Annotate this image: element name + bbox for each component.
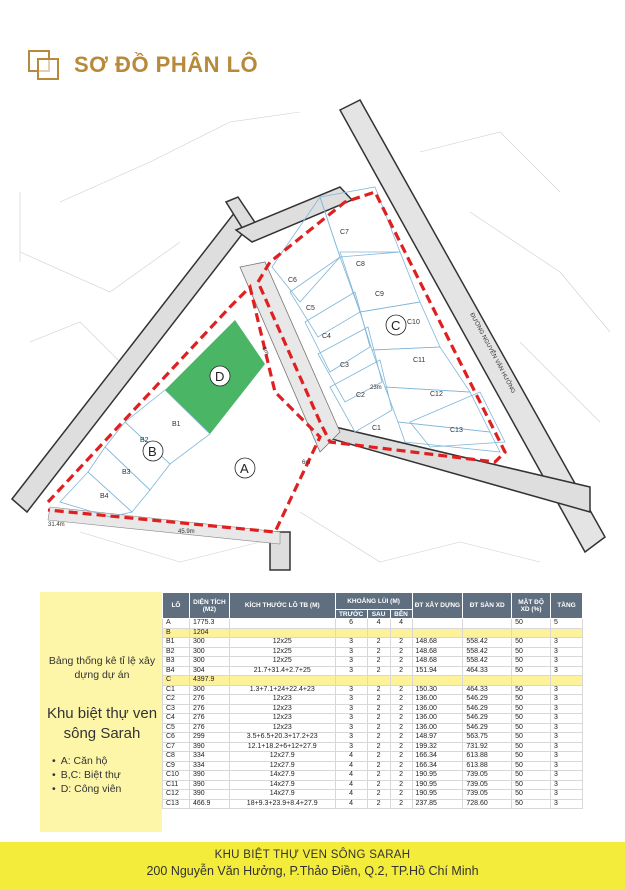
cell-size: 12x25 bbox=[229, 657, 335, 667]
header-size: KÍCH THƯỚC LÔ TB (M) bbox=[229, 593, 335, 619]
cell-front: 3 bbox=[335, 695, 367, 705]
dimension-31-4: 31.4m bbox=[48, 522, 65, 528]
cell-front: 3 bbox=[335, 714, 367, 724]
cell-size: 12x23 bbox=[229, 723, 335, 733]
cell-front bbox=[335, 628, 367, 638]
cell-side: 2 bbox=[390, 771, 412, 781]
cell-size: 12x27.9 bbox=[229, 761, 335, 771]
cell-back: 2 bbox=[367, 761, 390, 771]
cell-area: 299 bbox=[189, 733, 229, 743]
header-floors: TẦNG bbox=[551, 593, 583, 619]
header-side: BÊN bbox=[390, 610, 412, 619]
footer bbox=[0, 842, 625, 890]
cell-build: 237.85 bbox=[412, 799, 463, 809]
cell-floor: 558.42 bbox=[463, 647, 512, 657]
side-panel bbox=[40, 592, 162, 832]
cell-floor: 613.88 bbox=[463, 752, 512, 762]
cell-build: 166.34 bbox=[412, 761, 463, 771]
cell-front: 4 bbox=[335, 780, 367, 790]
cell-side: 2 bbox=[390, 647, 412, 657]
cell-density bbox=[512, 676, 551, 686]
cell-floors: 3 bbox=[551, 657, 583, 667]
cell-floors: 3 bbox=[551, 666, 583, 676]
cell-build: 199.32 bbox=[412, 742, 463, 752]
table-row bbox=[163, 799, 583, 809]
cell-lot: C9 bbox=[163, 761, 190, 771]
cell-size bbox=[229, 619, 335, 629]
cell-floors bbox=[551, 676, 583, 686]
zone-c-label: C bbox=[391, 318, 401, 333]
cell-density: 50 bbox=[512, 752, 551, 762]
cell-back: 2 bbox=[367, 685, 390, 695]
cell-side: 2 bbox=[390, 666, 412, 676]
cell-density: 50 bbox=[512, 704, 551, 714]
cell-area: 300 bbox=[189, 647, 229, 657]
cell-density: 50 bbox=[512, 780, 551, 790]
cell-area: 4397.9 bbox=[189, 676, 229, 686]
cell-size: 1.3+7.1+24+22.4+23 bbox=[229, 685, 335, 695]
cell-floor: 563.75 bbox=[463, 733, 512, 743]
cell-area: 1204 bbox=[189, 628, 229, 638]
cell-area: 276 bbox=[189, 714, 229, 724]
cell-area: 334 bbox=[189, 761, 229, 771]
cell-size: 18+9.3+23.9+8.4+27.9 bbox=[229, 799, 335, 809]
cell-back: 2 bbox=[367, 733, 390, 743]
cell-lot: C7 bbox=[163, 742, 190, 752]
cell-back: 2 bbox=[367, 752, 390, 762]
cell-lot: B bbox=[163, 628, 190, 638]
cell-build bbox=[412, 628, 463, 638]
cell-build: 136.00 bbox=[412, 704, 463, 714]
lot-b2-label: B2 bbox=[140, 437, 149, 444]
cell-floor bbox=[463, 676, 512, 686]
table-row bbox=[163, 676, 583, 686]
cell-floors: 3 bbox=[551, 761, 583, 771]
cell-size: 12x23 bbox=[229, 714, 335, 724]
cell-back: 2 bbox=[367, 780, 390, 790]
cell-density bbox=[512, 628, 551, 638]
cell-side: 2 bbox=[390, 780, 412, 790]
cell-area: 300 bbox=[189, 685, 229, 695]
cell-density: 50 bbox=[512, 723, 551, 733]
road-upper bbox=[236, 187, 352, 242]
table-row bbox=[163, 742, 583, 752]
lot-c12-label: C12 bbox=[430, 391, 443, 398]
cell-floor: 464.33 bbox=[463, 666, 512, 676]
cell-build: 166.34 bbox=[412, 752, 463, 762]
cell-side: 2 bbox=[390, 685, 412, 695]
cell-area: 390 bbox=[189, 742, 229, 752]
dimension-6m-b: 6m bbox=[260, 346, 270, 357]
table-row bbox=[163, 752, 583, 762]
lot-c11-label: C11 bbox=[413, 357, 426, 364]
cell-lot: C5 bbox=[163, 723, 190, 733]
cell-side: 2 bbox=[390, 742, 412, 752]
lot-c3-label: C3 bbox=[340, 362, 349, 369]
header-area: DIỆN TÍCH (M2) bbox=[189, 593, 229, 619]
cell-floor: 546.29 bbox=[463, 714, 512, 724]
cell-front: 6 bbox=[335, 619, 367, 629]
cell-floors bbox=[551, 628, 583, 638]
cell-floors: 3 bbox=[551, 685, 583, 695]
dimension-23m: 23m bbox=[370, 385, 382, 391]
lot-c13-label: C13 bbox=[450, 427, 463, 434]
site-plan-map bbox=[0, 92, 625, 582]
page-header bbox=[28, 48, 258, 82]
cell-floor: 546.29 bbox=[463, 723, 512, 733]
footer-address: 200 Nguyễn Văn Hưởng, P.Thảo Điền, Q.2, TP.Hồ Chí Minh bbox=[146, 864, 479, 878]
cell-build bbox=[412, 619, 463, 629]
cell-density: 50 bbox=[512, 685, 551, 695]
cell-side: 2 bbox=[390, 752, 412, 762]
cell-lot: A bbox=[163, 619, 190, 629]
project-name: Khu biệt thự ven sông Sarah bbox=[46, 705, 158, 742]
cell-floors: 3 bbox=[551, 733, 583, 743]
cell-density: 50 bbox=[512, 790, 551, 800]
cell-lot: C6 bbox=[163, 733, 190, 743]
cell-side: 2 bbox=[390, 761, 412, 771]
table-row bbox=[163, 647, 583, 657]
cell-floor: 731.92 bbox=[463, 742, 512, 752]
cell-lot: C4 bbox=[163, 714, 190, 724]
cell-density: 50 bbox=[512, 695, 551, 705]
cell-floors: 3 bbox=[551, 742, 583, 752]
cell-area: 276 bbox=[189, 704, 229, 714]
cell-front: 4 bbox=[335, 771, 367, 781]
cell-size: 12x25 bbox=[229, 638, 335, 648]
table-row bbox=[163, 638, 583, 648]
cell-front: 4 bbox=[335, 799, 367, 809]
cell-size: 14x27.9 bbox=[229, 771, 335, 781]
cell-size bbox=[229, 676, 335, 686]
cell-lot: B3 bbox=[163, 657, 190, 667]
cell-size: 14x27.9 bbox=[229, 790, 335, 800]
table-row bbox=[163, 771, 583, 781]
cell-lot: B4 bbox=[163, 666, 190, 676]
cell-density: 50 bbox=[512, 799, 551, 809]
cell-side bbox=[390, 676, 412, 686]
cell-size: 12.1+18.2+6+12+27.9 bbox=[229, 742, 335, 752]
cell-density: 50 bbox=[512, 714, 551, 724]
cell-back bbox=[367, 676, 390, 686]
cell-side: 2 bbox=[390, 638, 412, 648]
cell-build: 150.30 bbox=[412, 685, 463, 695]
cell-build: 148.68 bbox=[412, 657, 463, 667]
lot-c4-label: C4 bbox=[322, 333, 331, 340]
dimension-6m-a: 6m bbox=[302, 460, 311, 466]
lot-b3-label: B3 bbox=[122, 469, 131, 476]
cell-area: 390 bbox=[189, 780, 229, 790]
cell-build: 148.68 bbox=[412, 638, 463, 648]
header-floor-area: ĐT SÀN XD bbox=[463, 593, 512, 619]
cell-front bbox=[335, 676, 367, 686]
cell-density: 50 bbox=[512, 733, 551, 743]
cell-floor: 739.05 bbox=[463, 780, 512, 790]
header-lot: LÔ bbox=[163, 593, 190, 619]
cell-side: 2 bbox=[390, 704, 412, 714]
cell-front: 3 bbox=[335, 685, 367, 695]
cell-area: 390 bbox=[189, 790, 229, 800]
cell-density: 50 bbox=[512, 761, 551, 771]
table-row bbox=[163, 761, 583, 771]
page-title: SƠ ĐỒ PHÂN LÔ bbox=[74, 52, 259, 77]
cell-size: 12x27.9 bbox=[229, 752, 335, 762]
cell-floors: 3 bbox=[551, 638, 583, 648]
cell-density: 50 bbox=[512, 666, 551, 676]
cell-side: 2 bbox=[390, 723, 412, 733]
cell-back bbox=[367, 628, 390, 638]
cell-side: 2 bbox=[390, 657, 412, 667]
cell-side: 2 bbox=[390, 790, 412, 800]
cell-density: 50 bbox=[512, 638, 551, 648]
cell-front: 3 bbox=[335, 638, 367, 648]
cell-lot: C12 bbox=[163, 790, 190, 800]
table-row bbox=[163, 704, 583, 714]
cell-floors: 3 bbox=[551, 647, 583, 657]
lot-c5-label: C5 bbox=[306, 305, 315, 312]
cell-floor: 558.42 bbox=[463, 657, 512, 667]
cell-back: 4 bbox=[367, 619, 390, 629]
header-setback: KHOẢNG LÙI (M) bbox=[335, 593, 412, 610]
cell-build: 190.95 bbox=[412, 790, 463, 800]
cell-lot: C2 bbox=[163, 695, 190, 705]
cell-area: 304 bbox=[189, 666, 229, 676]
cell-back: 2 bbox=[367, 714, 390, 724]
cell-build bbox=[412, 676, 463, 686]
header-back: SAU bbox=[367, 610, 390, 619]
cell-side bbox=[390, 628, 412, 638]
cell-side: 2 bbox=[390, 714, 412, 724]
legend-item-d: • D: Công viên bbox=[52, 782, 121, 796]
lot-c1-label: C1 bbox=[372, 425, 381, 432]
cell-lot: C1 bbox=[163, 685, 190, 695]
header-build-area: ĐT XÂY DỰNG bbox=[412, 593, 463, 619]
cell-front: 4 bbox=[335, 752, 367, 762]
cell-side: 2 bbox=[390, 695, 412, 705]
cell-floor: 739.05 bbox=[463, 790, 512, 800]
zone-legend bbox=[52, 754, 121, 796]
cell-floor: 546.29 bbox=[463, 695, 512, 705]
lot-rows bbox=[163, 619, 583, 809]
cell-area: 466.9 bbox=[189, 799, 229, 809]
cell-build: 148.97 bbox=[412, 733, 463, 743]
cell-size: 12x25 bbox=[229, 647, 335, 657]
table-row bbox=[163, 733, 583, 743]
cell-area: 334 bbox=[189, 752, 229, 762]
cell-lot: C13 bbox=[163, 799, 190, 809]
cell-area: 300 bbox=[189, 638, 229, 648]
road-name-label: ĐƯỜNG NGUYỄN VĂN HƯỞNG bbox=[468, 312, 516, 395]
cell-back: 2 bbox=[367, 666, 390, 676]
lot-b4-label: B4 bbox=[100, 493, 109, 500]
cell-front: 3 bbox=[335, 647, 367, 657]
cell-density: 50 bbox=[512, 619, 551, 629]
cell-floors: 3 bbox=[551, 780, 583, 790]
cell-front: 3 bbox=[335, 704, 367, 714]
cell-size: 12x23 bbox=[229, 704, 335, 714]
cell-floors: 3 bbox=[551, 695, 583, 705]
cell-floor: 464.33 bbox=[463, 685, 512, 695]
cell-floors: 3 bbox=[551, 704, 583, 714]
table-row bbox=[163, 685, 583, 695]
cell-size: 12x23 bbox=[229, 695, 335, 705]
cell-area: 276 bbox=[189, 723, 229, 733]
cell-front: 4 bbox=[335, 761, 367, 771]
header-density: MẬT ĐỘ XD (%) bbox=[512, 593, 551, 619]
cell-lot: C10 bbox=[163, 771, 190, 781]
zone-a-label: A bbox=[240, 461, 249, 476]
cell-back: 2 bbox=[367, 647, 390, 657]
table-row bbox=[163, 619, 583, 629]
dimension-45-9: 45.9m bbox=[178, 529, 195, 535]
cell-density: 50 bbox=[512, 771, 551, 781]
lot-c6-label: C6 bbox=[288, 277, 297, 284]
table-row bbox=[163, 714, 583, 724]
lot-c8-label: C8 bbox=[356, 261, 365, 268]
table-row bbox=[163, 695, 583, 705]
cell-area: 390 bbox=[189, 771, 229, 781]
cell-size: 14x27.9 bbox=[229, 780, 335, 790]
table-row bbox=[163, 657, 583, 667]
cell-area: 1775.3 bbox=[189, 619, 229, 629]
cell-side: 4 bbox=[390, 619, 412, 629]
cell-back: 2 bbox=[367, 771, 390, 781]
cell-floors: 3 bbox=[551, 771, 583, 781]
cell-build: 136.00 bbox=[412, 723, 463, 733]
cell-front: 3 bbox=[335, 733, 367, 743]
cell-floor bbox=[463, 628, 512, 638]
cell-floors: 3 bbox=[551, 790, 583, 800]
cell-back: 2 bbox=[367, 704, 390, 714]
lot-c7-label: C7 bbox=[340, 229, 349, 236]
cell-side: 2 bbox=[390, 733, 412, 743]
cell-area: 276 bbox=[189, 695, 229, 705]
cell-size: 3.5+6.5+20.3+17.2+23 bbox=[229, 733, 335, 743]
cell-lot: B2 bbox=[163, 647, 190, 657]
cell-floor: 728.60 bbox=[463, 799, 512, 809]
table-row bbox=[163, 780, 583, 790]
cell-back: 2 bbox=[367, 723, 390, 733]
overlapping-squares-icon bbox=[28, 50, 62, 80]
cell-front: 3 bbox=[335, 666, 367, 676]
cell-back: 2 bbox=[367, 790, 390, 800]
cell-build: 151.94 bbox=[412, 666, 463, 676]
legend-item-a: • A: Căn hộ bbox=[52, 754, 121, 768]
cell-density: 50 bbox=[512, 742, 551, 752]
lot-statistics-table bbox=[162, 592, 583, 809]
cell-build: 148.68 bbox=[412, 647, 463, 657]
table-row bbox=[163, 628, 583, 638]
stats-caption: Bảng thống kê tỉ lệ xây dựng dự án bbox=[48, 655, 156, 681]
cell-front: 3 bbox=[335, 657, 367, 667]
site-plan-svg bbox=[0, 92, 625, 582]
table-row bbox=[163, 666, 583, 676]
cell-floors: 5 bbox=[551, 619, 583, 629]
cell-build: 190.95 bbox=[412, 780, 463, 790]
cell-back: 2 bbox=[367, 742, 390, 752]
cell-lot: C11 bbox=[163, 780, 190, 790]
lot-c9-label: C9 bbox=[375, 291, 384, 298]
header-front: TRƯỚC bbox=[335, 610, 367, 619]
cell-density: 50 bbox=[512, 657, 551, 667]
cell-front: 4 bbox=[335, 790, 367, 800]
cell-floors: 3 bbox=[551, 799, 583, 809]
table-row bbox=[163, 790, 583, 800]
cell-back: 2 bbox=[367, 638, 390, 648]
cell-floor: 739.05 bbox=[463, 771, 512, 781]
cell-area: 300 bbox=[189, 657, 229, 667]
legend-item-bc: • B,C: Biệt thự bbox=[52, 768, 121, 782]
cell-lot: C bbox=[163, 676, 190, 686]
footer-project-name: KHU BIỆT THỰ VEN SÔNG SARAH bbox=[214, 849, 411, 861]
cell-side: 2 bbox=[390, 799, 412, 809]
cell-density: 50 bbox=[512, 647, 551, 657]
zone-b-label: B bbox=[148, 444, 157, 459]
lot-c2-label: C2 bbox=[356, 392, 365, 399]
cell-lot: B1 bbox=[163, 638, 190, 648]
cell-lot: C8 bbox=[163, 752, 190, 762]
cell-size: 21.7+31.4+2.7+25 bbox=[229, 666, 335, 676]
cell-lot: C3 bbox=[163, 704, 190, 714]
cell-floors: 3 bbox=[551, 752, 583, 762]
cell-size bbox=[229, 628, 335, 638]
cell-front: 3 bbox=[335, 742, 367, 752]
cell-front: 3 bbox=[335, 723, 367, 733]
cell-build: 136.00 bbox=[412, 695, 463, 705]
cell-back: 2 bbox=[367, 657, 390, 667]
cell-back: 2 bbox=[367, 695, 390, 705]
lot-c10-label: C10 bbox=[407, 319, 420, 326]
cell-floors: 3 bbox=[551, 714, 583, 724]
cell-build: 136.00 bbox=[412, 714, 463, 724]
lot-b1-label: B1 bbox=[172, 421, 181, 428]
cell-build: 190.95 bbox=[412, 771, 463, 781]
zone-d-label: D bbox=[215, 369, 225, 384]
cell-floor: 613.88 bbox=[463, 761, 512, 771]
cell-floor bbox=[463, 619, 512, 629]
cell-back: 2 bbox=[367, 799, 390, 809]
cell-floor: 558.42 bbox=[463, 638, 512, 648]
table-row bbox=[163, 723, 583, 733]
cell-floor: 546.29 bbox=[463, 704, 512, 714]
cell-floors: 3 bbox=[551, 723, 583, 733]
